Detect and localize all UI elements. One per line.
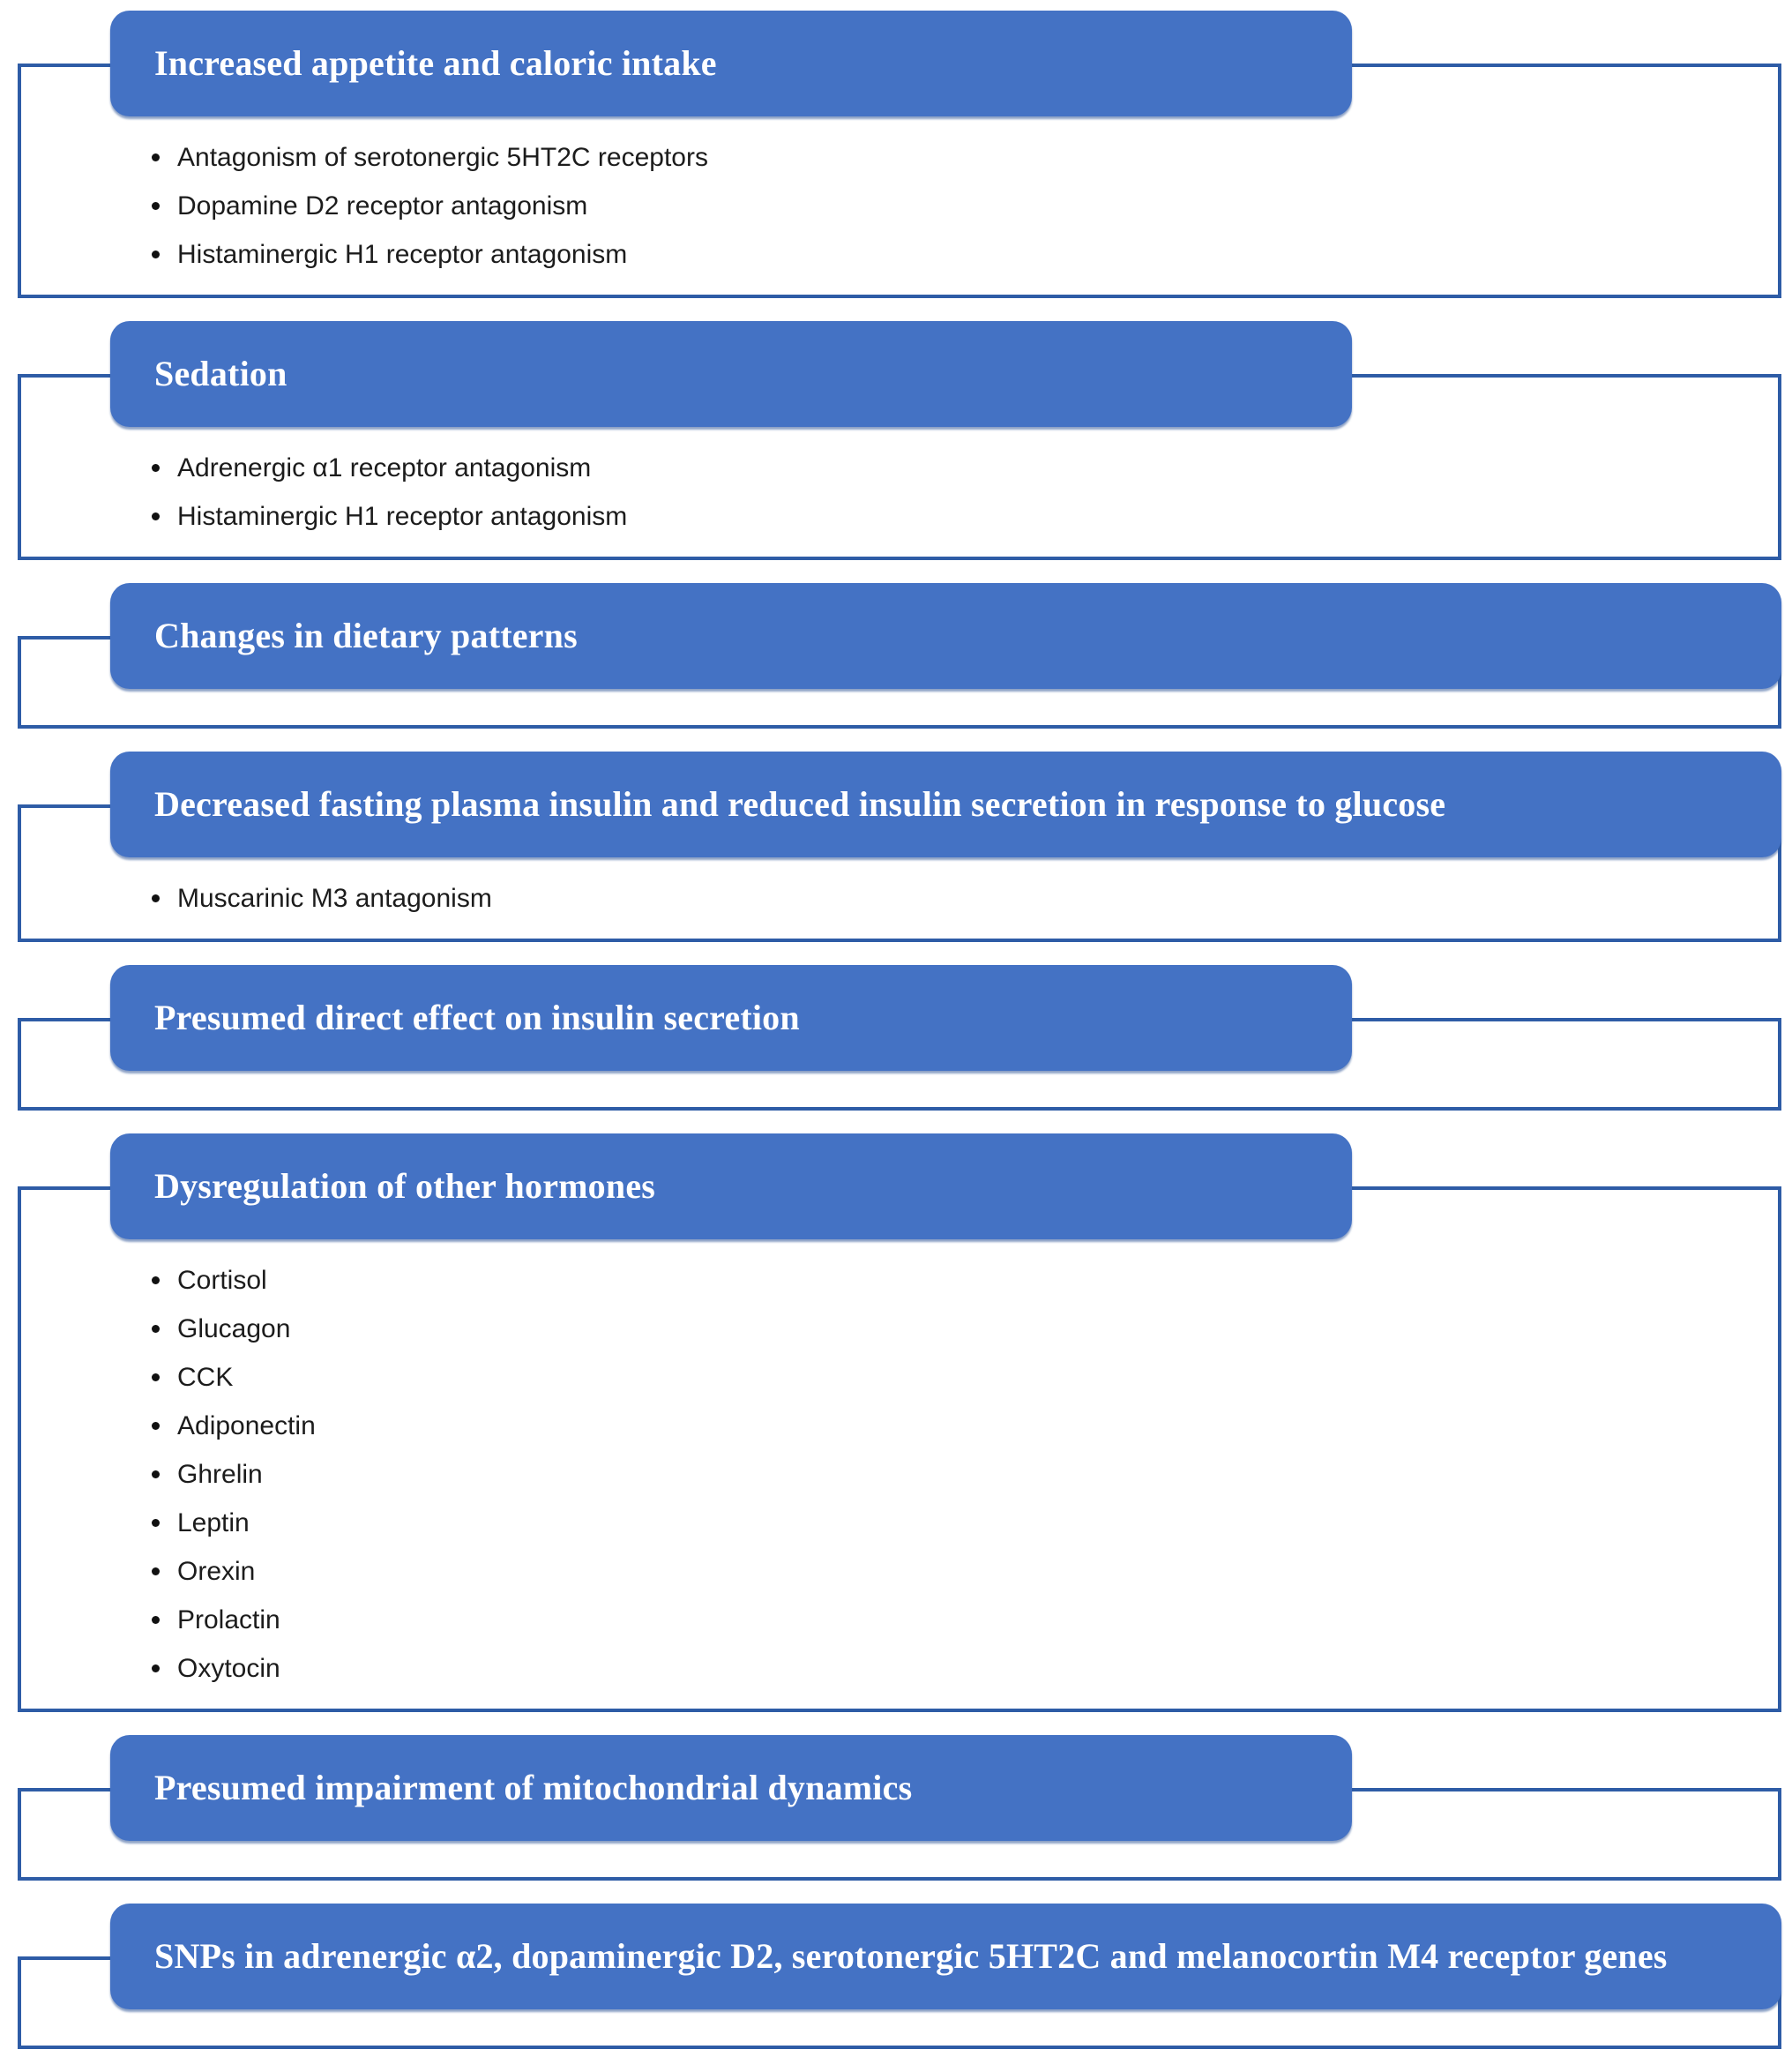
bullet-dot-icon [152, 1567, 160, 1575]
bullet-text: Histaminergic H1 receptor antagonism [177, 240, 628, 269]
bullet-item [152, 1605, 1739, 1635]
bullet-item [152, 240, 1739, 270]
bullet-text: Prolactin [177, 1605, 280, 1634]
section-body [0, 427, 1792, 560]
section-header-pill [110, 1133, 1352, 1239]
bullet-item [152, 1314, 1739, 1344]
section-title: Dysregulation of other hormones [154, 1166, 656, 1206]
section-title: Decreased fasting plasma insulin and reduced insulin secretion in response to glucose [154, 784, 1446, 824]
section-header-pill [110, 1735, 1352, 1841]
bullet-item [152, 453, 1739, 483]
bullet-item [152, 1363, 1739, 1393]
section-title: SNPs in adrenergic α2, dopaminergic D2, serotonergic 5HT2C and melanocortin M4 receptor genes [154, 1936, 1668, 1976]
bullet-text: Histaminergic H1 receptor antagonism [177, 502, 628, 531]
section-title: Sedation [154, 354, 287, 393]
bullet-item [152, 502, 1739, 532]
section-block-5 [0, 965, 1792, 1111]
bullet-dot-icon [152, 1664, 160, 1672]
bullet-text: Muscarinic M3 antagonism [177, 884, 492, 913]
section-body [0, 1841, 1792, 1881]
section-block-6 [0, 1133, 1792, 1712]
bullet-text: Adiponectin [177, 1411, 316, 1440]
section-title: Presumed impairment of mitochondrial dynamics [154, 1768, 913, 1807]
bullet-item [152, 191, 1739, 221]
bullet-text: Dopamine D2 receptor antagonism [177, 191, 588, 221]
bullet-dot-icon [152, 1325, 160, 1333]
section-body [0, 857, 1792, 942]
section-block-8 [0, 1904, 1792, 2049]
bullet-item [152, 1411, 1739, 1441]
section-header-pill [110, 583, 1781, 689]
section-header-pill [110, 965, 1352, 1071]
bullet-text: Cortisol [177, 1266, 267, 1295]
bullet-dot-icon [152, 251, 160, 258]
bullet-dot-icon [152, 1519, 160, 1527]
section-header-pill [110, 321, 1352, 427]
bullet-text: Leptin [177, 1508, 250, 1537]
bullet-text: CCK [177, 1363, 234, 1392]
bullet-dot-icon [152, 1276, 160, 1284]
bullet-dot-icon [152, 202, 160, 210]
section-title: Increased appetite and caloric intake [154, 43, 717, 83]
section-body [0, 116, 1792, 298]
bullet-dot-icon [152, 1616, 160, 1624]
bullet-dot-icon [152, 1470, 160, 1478]
section-block-2 [0, 321, 1792, 560]
bullet-text: Ghrelin [177, 1460, 263, 1489]
section-body [0, 1239, 1792, 1712]
bullet-text: Glucagon [177, 1314, 291, 1343]
section-body [0, 689, 1792, 729]
bullet-item [152, 1654, 1739, 1684]
bullet-text: Adrenergic α1 receptor antagonism [177, 453, 592, 482]
section-header-pill [110, 752, 1781, 857]
section-block-7 [0, 1735, 1792, 1881]
section-body [0, 1071, 1792, 1111]
bullet-text: Antagonism of serotonergic 5HT2C receptors [177, 143, 708, 172]
bullet-text: Oxytocin [177, 1654, 280, 1683]
section-block-3 [0, 583, 1792, 729]
bullet-item [152, 1266, 1739, 1296]
bullet-item [152, 1508, 1739, 1538]
section-body [0, 2009, 1792, 2049]
bullet-text: Orexin [177, 1557, 256, 1586]
section-title: Presumed direct effect on insulin secretion [154, 998, 800, 1037]
section-header-pill [110, 1904, 1781, 2009]
section-title: Changes in dietary patterns [154, 616, 578, 655]
bullet-item [152, 884, 1739, 914]
bullet-dot-icon [152, 894, 160, 902]
section-block-1 [0, 11, 1792, 298]
bullet-item [152, 1460, 1739, 1490]
bullet-dot-icon [152, 464, 160, 472]
bullet-item [152, 143, 1739, 173]
section-header-pill [110, 11, 1352, 116]
bullet-dot-icon [152, 512, 160, 520]
section-block-4 [0, 752, 1792, 942]
bullet-item [152, 1557, 1739, 1587]
bullet-dot-icon [152, 1422, 160, 1430]
bullet-dot-icon [152, 1373, 160, 1381]
bullet-dot-icon [152, 153, 160, 161]
